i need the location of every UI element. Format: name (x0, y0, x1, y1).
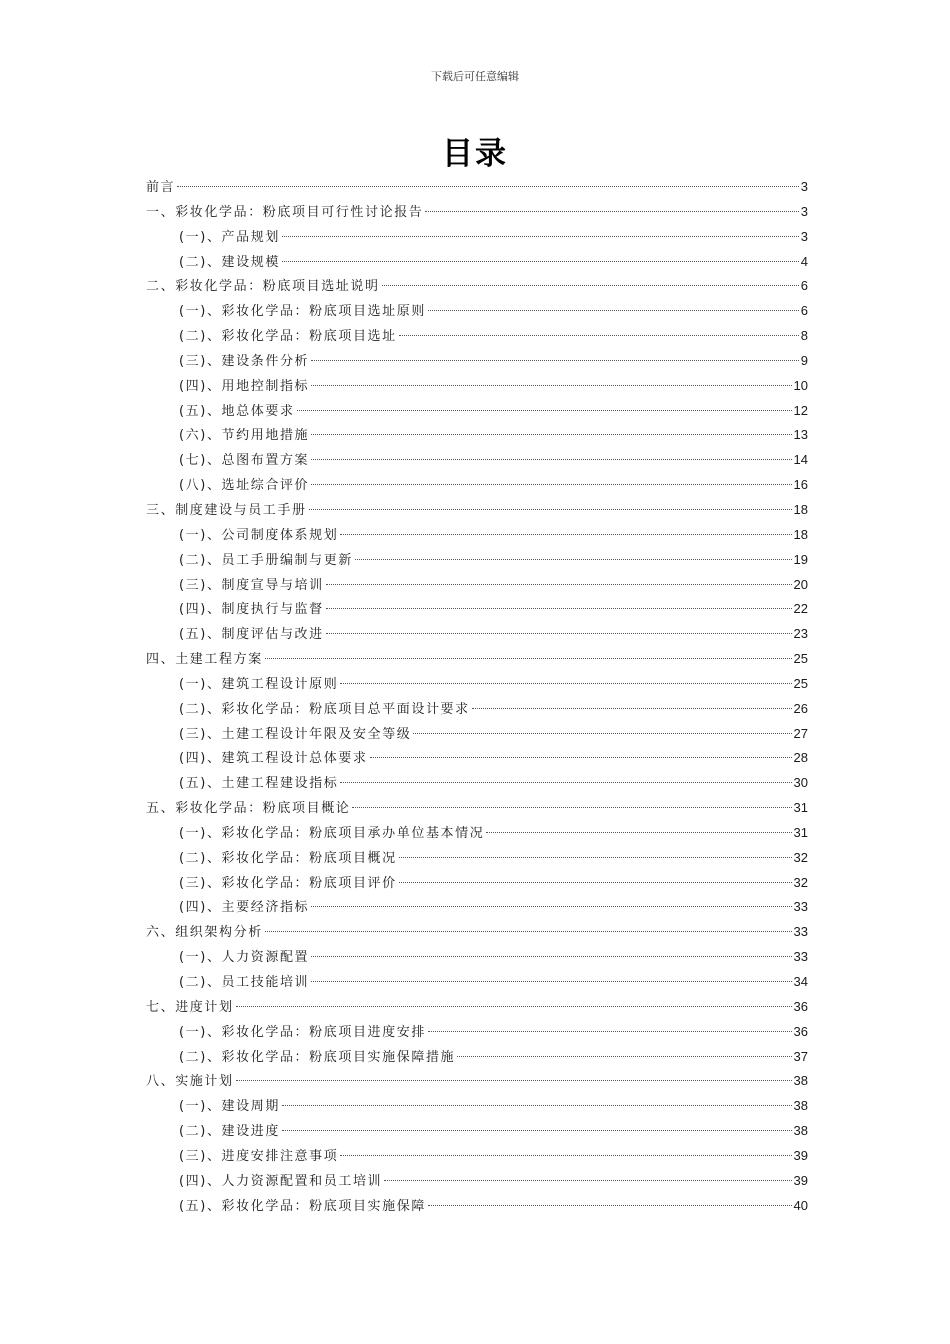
toc-entry[interactable] (146, 299, 808, 324)
toc-dot-leader (311, 434, 791, 435)
toc-entry[interactable] (146, 399, 808, 424)
toc-entry[interactable] (146, 796, 808, 821)
toc-entry-page-number: 38 (793, 1098, 808, 1114)
toc-entry[interactable] (146, 498, 808, 523)
toc-entry-page-number: 4 (800, 253, 808, 269)
toc-entry-label: (二)、彩妆化学品：粉底项目概况 (179, 850, 397, 866)
toc-dot-leader (413, 733, 791, 734)
toc-entry-page-number: 27 (793, 725, 808, 741)
toc-entry[interactable] (146, 622, 808, 647)
toc-entry[interactable] (146, 175, 808, 200)
toc-entry-page-number: 12 (793, 402, 808, 418)
toc-entry-label: (三)、进度安排注意事项 (179, 1148, 339, 1164)
toc-entry[interactable] (146, 672, 808, 697)
toc-entry-label: (三)、土建工程设计年限及安全等级 (179, 726, 412, 742)
toc-dot-leader (457, 1056, 791, 1057)
toc-entry-page-number: 30 (793, 775, 808, 791)
toc-dot-leader (236, 1006, 792, 1007)
toc-entry-label: (三)、建设条件分析 (179, 353, 310, 369)
toc-entry[interactable] (146, 920, 808, 945)
toc-entry-page-number: 9 (800, 352, 808, 368)
toc-dot-leader (399, 335, 799, 336)
toc-entry[interactable] (146, 548, 808, 573)
toc-entry[interactable] (146, 1169, 808, 1194)
toc-entry-label: (四)、建筑工程设计总体要求 (179, 751, 368, 767)
toc-entry-label: (三)、彩妆化学品：粉底项目评价 (179, 875, 397, 891)
toc-entry-page-number: 14 (793, 452, 808, 468)
toc-dot-leader (355, 559, 792, 560)
toc-dot-leader (297, 410, 792, 411)
toc-entry[interactable] (146, 746, 808, 771)
toc-entry-page-number: 8 (800, 328, 808, 344)
toc-entry-page-number: 38 (793, 1073, 808, 1089)
toc-dot-leader (384, 1180, 791, 1181)
toc-entry[interactable] (146, 225, 808, 250)
toc-entry-page-number: 36 (793, 1023, 808, 1039)
toc-entry-page-number: 3 (800, 228, 808, 244)
toc-dot-leader (399, 882, 792, 883)
toc-dot-leader (311, 385, 791, 386)
toc-entry-page-number: 3 (800, 203, 808, 219)
toc-entry-page-number: 39 (793, 1172, 808, 1188)
toc-dot-leader (311, 360, 799, 361)
toc-entry-label: (二)、建设规模 (179, 254, 280, 270)
toc-entry-label: (七)、总图布置方案 (179, 453, 310, 469)
toc-entry-label: 四、土建工程方案 (146, 652, 263, 668)
toc-entry[interactable] (146, 523, 808, 548)
toc-dot-leader (326, 633, 792, 634)
toc-entry[interactable] (146, 945, 808, 970)
toc-entry-label: 六、组织架构分析 (146, 925, 263, 941)
toc-entry-label: 五、彩妆化学品：粉底项目概论 (146, 801, 351, 817)
toc-entry-page-number: 31 (793, 824, 808, 840)
toc-dot-leader (370, 757, 792, 758)
toc-entry-label: 三、制度建设与员工手册 (146, 502, 307, 518)
toc-entry-label: (五)、制度评估与改进 (179, 627, 324, 643)
toc-dot-leader (428, 310, 799, 311)
toc-entry[interactable] (146, 1020, 808, 1045)
toc-entry-label: (一)、彩妆化学品：粉底项目进度安排 (179, 1024, 426, 1040)
toc-entry-label: (四)、用地控制指标 (179, 378, 310, 394)
toc-entry[interactable] (146, 871, 808, 896)
toc-dot-leader (311, 981, 791, 982)
toc-entry-page-number: 13 (793, 427, 808, 443)
toc-entry-label: (二)、彩妆化学品：粉底项目选址 (179, 329, 397, 345)
toc-entry[interactable] (146, 1119, 808, 1144)
toc-entry-page-number: 26 (793, 700, 808, 716)
toc-entry-page-number: 28 (793, 750, 808, 766)
toc-dot-leader (236, 1080, 792, 1081)
toc-entry-page-number: 16 (793, 477, 808, 493)
toc-entry-label: (五)、彩妆化学品：粉底项目实施保障 (179, 1198, 426, 1214)
toc-entry-page-number: 19 (793, 551, 808, 567)
toc-dot-leader (311, 484, 791, 485)
toc-entry-label: 八、实施计划 (146, 1074, 234, 1090)
toc-entry-label: (一)、建设周期 (179, 1099, 280, 1115)
toc-dot-leader (311, 459, 791, 460)
toc-dot-leader (177, 186, 799, 187)
toc-entry[interactable] (146, 1094, 808, 1119)
toc-entry[interactable] (146, 250, 808, 275)
toc-entry[interactable] (146, 846, 808, 871)
header-note: 下载后可任意编辑 (431, 70, 519, 83)
toc-dot-leader (265, 931, 792, 932)
page-title: 目录 (442, 136, 508, 172)
toc-entry-page-number: 33 (793, 924, 808, 940)
toc-dot-leader (326, 608, 792, 609)
toc-entry-page-number: 22 (793, 601, 808, 617)
toc-dot-leader (282, 1105, 792, 1106)
toc-dot-leader (425, 211, 798, 212)
toc-entry-label: (八)、选址综合评价 (179, 478, 310, 494)
toc-dot-leader (265, 658, 792, 659)
toc-entry-page-number: 6 (800, 278, 808, 294)
toc-entry-page-number: 31 (793, 800, 808, 816)
toc-entry[interactable] (146, 274, 808, 299)
toc-entry-page-number: 3 (800, 179, 808, 194)
toc-entry[interactable] (146, 423, 808, 448)
toc-entry[interactable] (146, 895, 808, 920)
toc-entry[interactable] (146, 1045, 808, 1070)
toc-entry-page-number: 23 (793, 626, 808, 642)
toc-entry-page-number: 18 (793, 501, 808, 517)
toc-entry[interactable] (146, 1144, 808, 1169)
toc-dot-leader (340, 683, 791, 684)
toc-entry-page-number: 39 (793, 1147, 808, 1163)
toc-entry[interactable] (146, 722, 808, 747)
toc-dot-leader (340, 782, 791, 783)
toc-dot-leader (311, 956, 791, 957)
toc-entry-label: (二)、彩妆化学品：粉底项目总平面设计要求 (179, 701, 470, 717)
toc-entry[interactable] (146, 200, 808, 225)
toc-entry-page-number: 18 (793, 526, 808, 542)
toc-entry-label: 一、彩妆化学品：粉底项目可行性讨论报告 (146, 204, 424, 220)
toc-entry-label: (二)、员工手册编制与更新 (179, 552, 353, 568)
toc-entry-page-number: 25 (793, 675, 808, 691)
toc-entry[interactable] (146, 647, 808, 672)
toc-entry-label: (二)、彩妆化学品：粉底项目实施保障措施 (179, 1049, 456, 1065)
toc-dot-leader (340, 534, 791, 535)
toc-dot-leader (428, 1031, 792, 1032)
toc-entry[interactable] (146, 473, 808, 498)
toc-entry[interactable] (146, 597, 808, 622)
toc-entry[interactable] (146, 1194, 808, 1219)
toc-dot-leader (382, 285, 799, 286)
toc-entry-label: (四)、人力资源配置和员工培训 (179, 1173, 383, 1189)
toc-entry-label: (一)、人力资源配置 (179, 950, 310, 966)
toc-entry-page-number: 10 (793, 377, 808, 393)
toc-entry-page-number: 36 (793, 998, 808, 1014)
toc-entry[interactable] (146, 771, 808, 796)
toc-entry-label: (一)、产品规划 (179, 229, 280, 245)
toc-entry[interactable] (146, 995, 808, 1020)
toc-entry-label: 七、进度计划 (146, 999, 234, 1015)
toc-dot-leader (326, 584, 792, 585)
toc-entry-page-number: 32 (793, 874, 808, 890)
toc-dot-leader (340, 1155, 791, 1156)
toc-entry-label: (六)、节约用地措施 (179, 428, 310, 444)
toc-dot-leader (472, 708, 792, 709)
toc-dot-leader (428, 1205, 792, 1206)
toc-entry-page-number: 40 (793, 1197, 808, 1213)
toc-entry-label: (二)、建设进度 (179, 1124, 280, 1140)
toc-entry-page-number: 6 (800, 303, 808, 319)
toc-entry-label: (一)、公司制度体系规划 (179, 527, 339, 543)
toc-entry-page-number: 37 (793, 1048, 808, 1064)
toc-entry-label: (四)、主要经济指标 (179, 900, 310, 916)
toc-dot-leader (282, 1130, 792, 1131)
toc-entry-page-number: 20 (793, 576, 808, 592)
toc-dot-leader (311, 906, 791, 907)
toc-dot-leader (399, 857, 792, 858)
toc-entry-label: 二、彩妆化学品：粉底项目选址说明 (146, 279, 380, 295)
toc-entry[interactable] (146, 374, 808, 399)
toc-entry-label: (三)、制度宣导与培训 (179, 577, 324, 593)
toc-dot-leader (282, 236, 799, 237)
toc-entry[interactable] (146, 573, 808, 598)
table-of-contents (146, 175, 808, 1218)
toc-entry-page-number: 32 (793, 849, 808, 865)
toc-dot-leader (309, 509, 792, 510)
toc-entry[interactable] (146, 448, 808, 473)
toc-dot-leader (282, 261, 799, 262)
toc-entry[interactable] (146, 697, 808, 722)
toc-entry[interactable] (146, 970, 808, 995)
toc-entry-page-number: 38 (793, 1123, 808, 1139)
toc-entry-label: (一)、彩妆化学品：粉底项目承办单位基本情况 (179, 825, 485, 841)
toc-entry[interactable] (146, 821, 808, 846)
toc-entry-label: (五)、土建工程建设指标 (179, 776, 339, 792)
toc-entry[interactable] (146, 349, 808, 374)
toc-entry-label: (一)、建筑工程设计原则 (179, 676, 339, 692)
toc-entry-label: (四)、制度执行与监督 (179, 602, 324, 618)
toc-entry[interactable] (146, 324, 808, 349)
toc-entry[interactable] (146, 1069, 808, 1094)
toc-entry-page-number: 25 (793, 651, 808, 667)
toc-dot-leader (486, 832, 791, 833)
toc-entry-label: (五)、地总体要求 (179, 403, 295, 419)
toc-entry-page-number: 33 (793, 949, 808, 965)
toc-dot-leader (352, 807, 791, 808)
toc-entry-page-number: 33 (793, 899, 808, 915)
toc-entry-label: (二)、员工技能培训 (179, 975, 310, 990)
toc-entry-label: (一)、彩妆化学品：粉底项目选址原则 (179, 304, 426, 320)
toc-entry-label: 前言 (146, 180, 176, 195)
toc-entry-page-number: 34 (793, 974, 808, 989)
